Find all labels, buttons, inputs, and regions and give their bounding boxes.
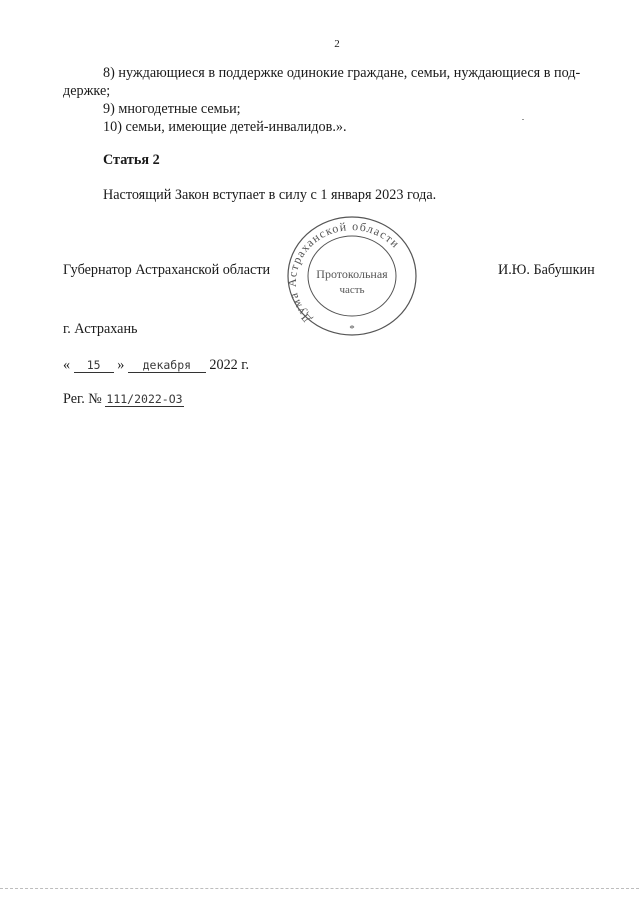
seal-center-line1: Протокольная [316, 267, 388, 281]
list-item-10: 10) семьи, имеющие детей-инвалидов.». [103, 119, 347, 135]
list-item-8: 8) нуждающиеся в поддержке одинокие граждане, семьи, нуждающиеся в под- [103, 65, 581, 81]
seal-ring-text: Дума Астраханской области [286, 219, 404, 327]
registration-label: Рег. № [63, 391, 102, 407]
registration-number: 111/2022-ОЗ [106, 392, 183, 406]
date-year: 2022 г. [209, 357, 250, 373]
list-item-9: 9) многодетные семьи; [103, 101, 241, 117]
seal-star: * [349, 323, 355, 335]
date-open-quote: « [63, 357, 71, 373]
date-day: 15 [74, 358, 114, 373]
scan-edge-line [0, 888, 639, 889]
article-body: Настоящий Закон вступает в силу с 1 января 2023 года. [103, 187, 437, 203]
article-heading: Статья 2 [103, 152, 160, 168]
official-seal [286, 214, 418, 336]
date-close-quote: » [117, 357, 125, 373]
page-number: 2 [334, 38, 340, 50]
signatory-title: Губернатор Астраханской области [63, 262, 271, 278]
registration [63, 390, 184, 408]
scan-speck [522, 119, 524, 120]
seal-center-line2: часть [339, 284, 365, 296]
list-item-8-continuation: держке; [63, 83, 111, 99]
signing-place: г. Астрахань [63, 321, 138, 337]
signatory-name: И.Ю. Бабушкин [498, 262, 595, 278]
signing-date [63, 356, 249, 374]
date-month: декабря [128, 358, 206, 373]
